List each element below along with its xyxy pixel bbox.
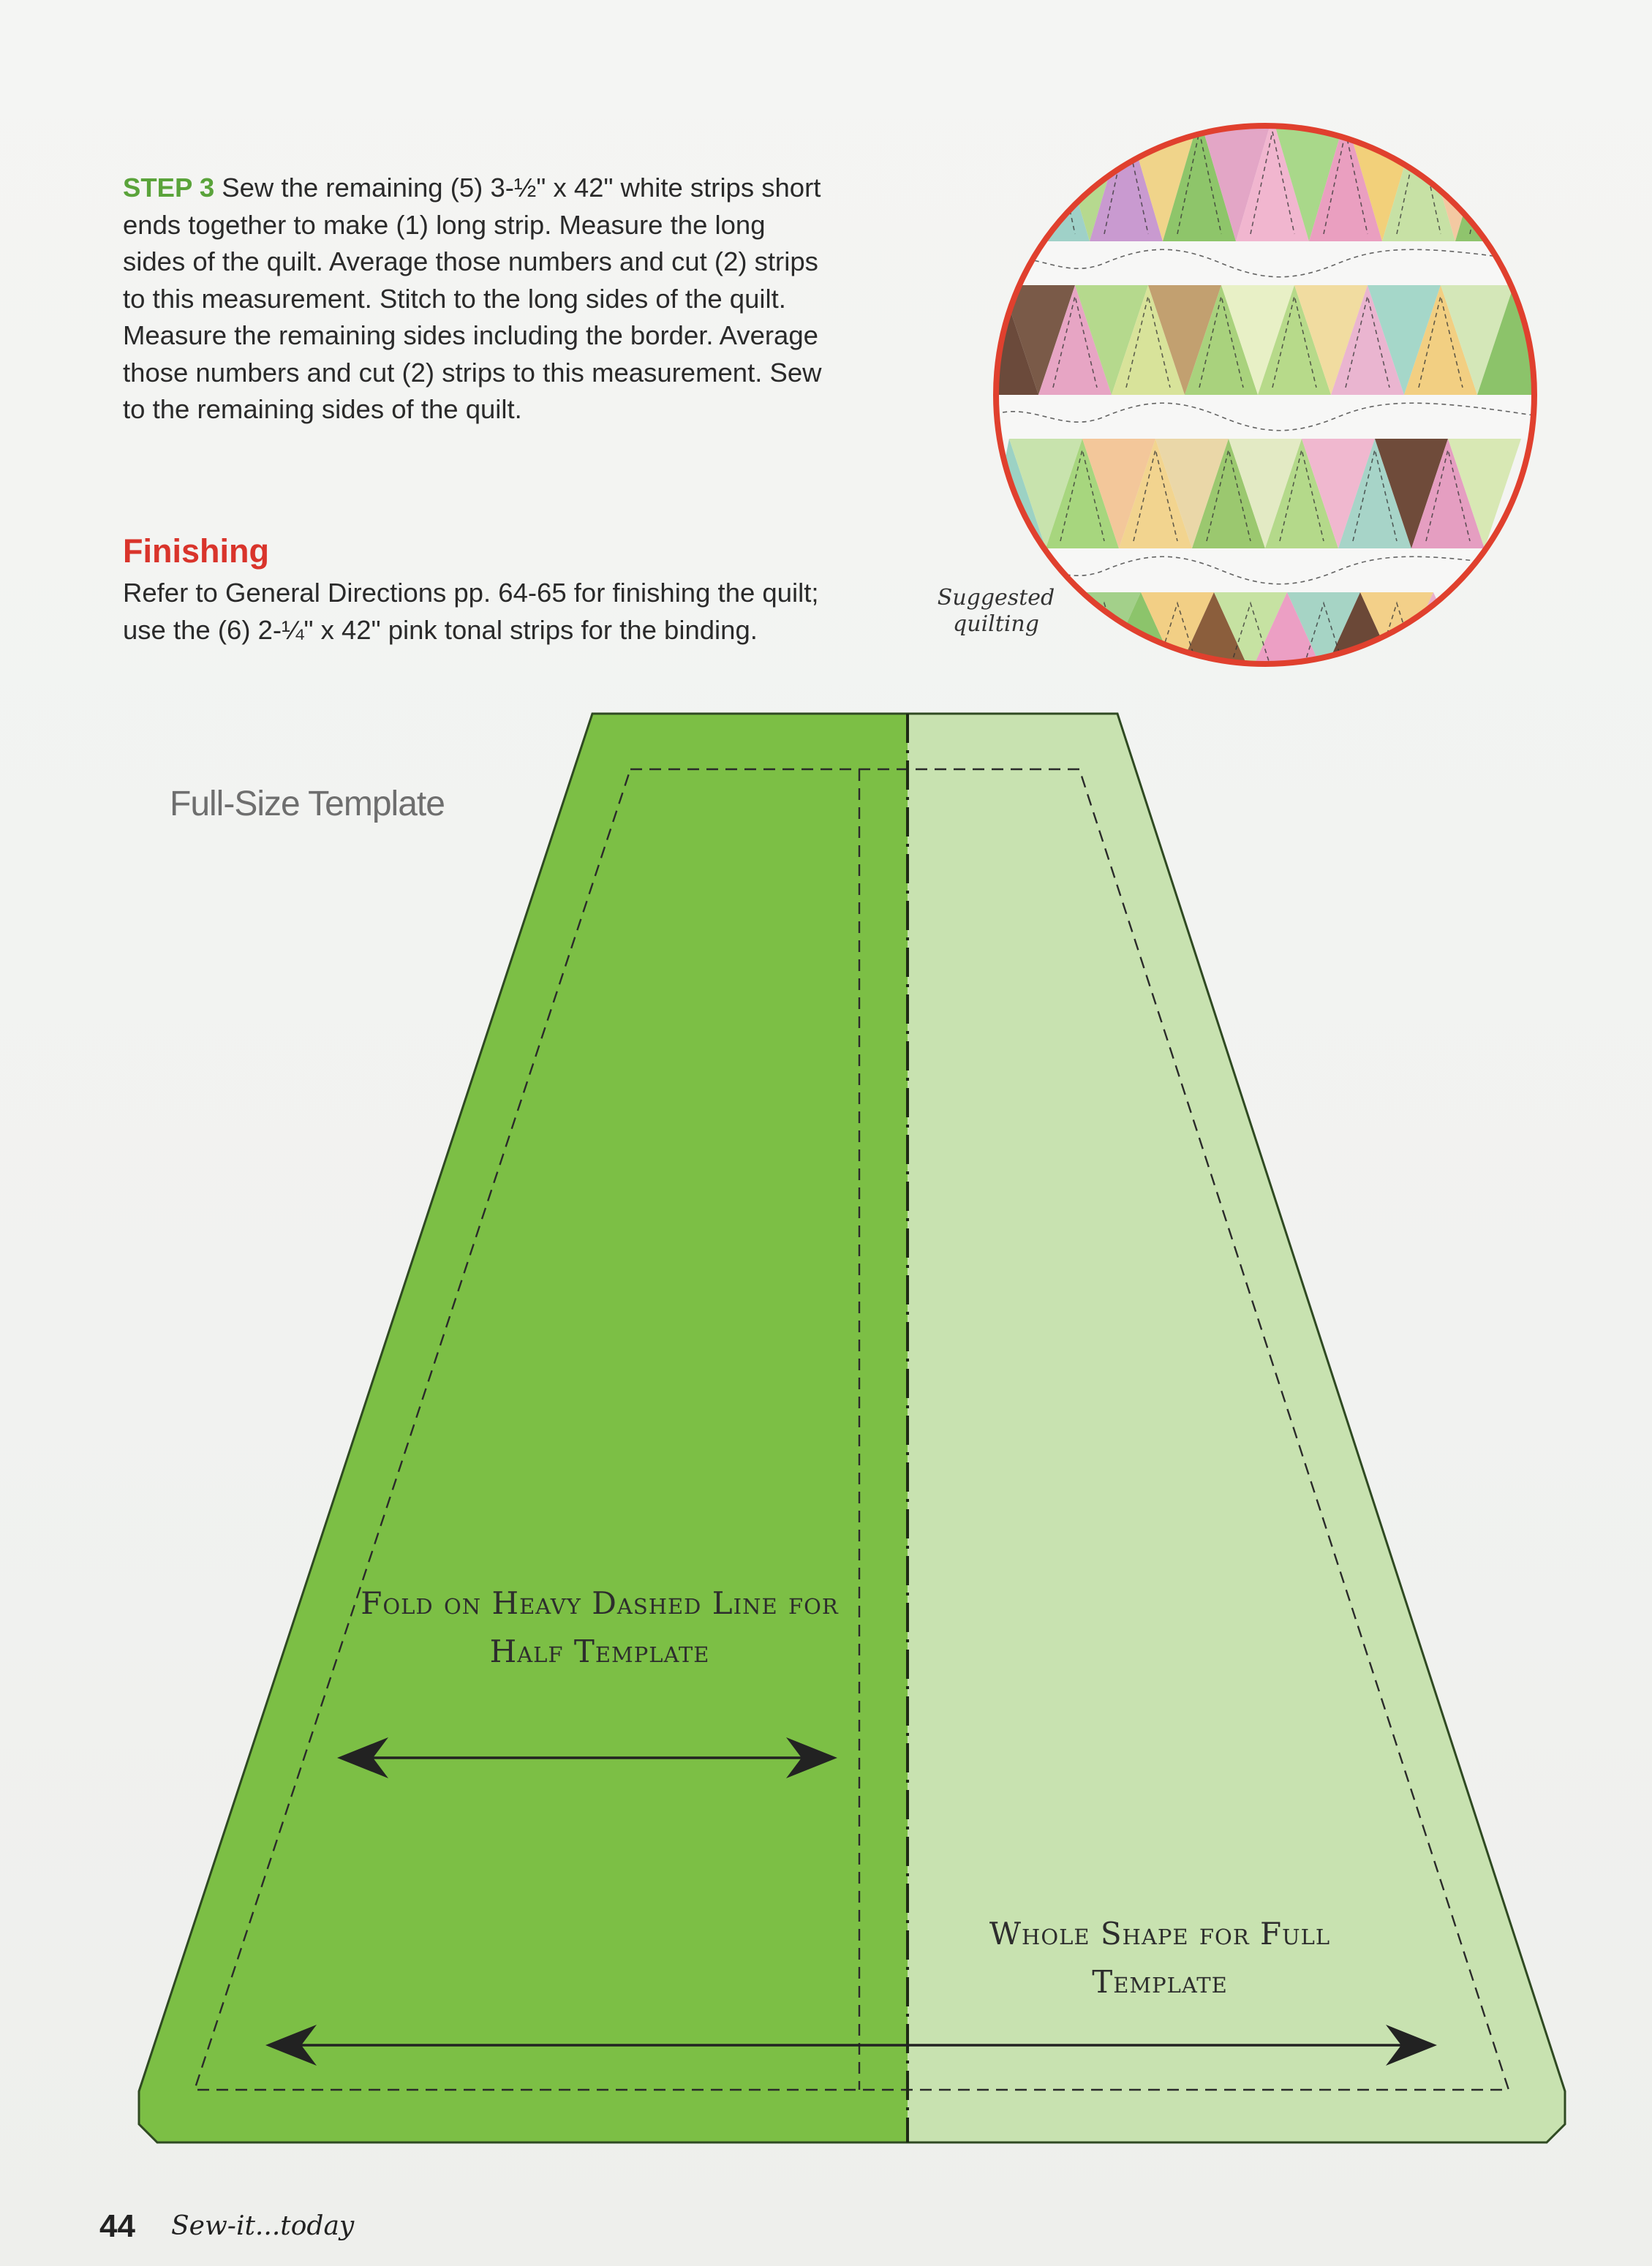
step-3-text: Sew the remaining (5) 3-½" x 42" white strips short ends together to make (1) long strip. Measure the long sides of the quilt. Average those numbers and cut (2) strips to this measurement. Stitch to the long sides of the quilt. Measure the remaining sides including the border. Average those numbers and cut (2) strips to this measurement. Sew to the remaining sides of the quilt. — [123, 173, 822, 424]
page-number: 44 — [99, 2208, 135, 2244]
finishing-heading: Finishing — [123, 532, 269, 570]
template-half-left — [139, 714, 908, 2142]
whole-instruction: Whole Shape for Full Template — [989, 1916, 1331, 2000]
quilt-caption: Suggested quilting — [937, 585, 1055, 637]
magazine-name: Sew-it...today — [171, 2211, 355, 2241]
step-3-label: STEP 3 — [123, 173, 215, 203]
template-label: Full-Size Template — [170, 785, 445, 823]
fold-instruction: Fold on Heavy Dashed Line for Half Template — [361, 1585, 839, 1669]
finishing-text: Refer to General Directions pp. 64-65 for finishing the quilt; use the (6) 2-¼" x 42" pink tonal strips for the binding. — [123, 578, 819, 645]
